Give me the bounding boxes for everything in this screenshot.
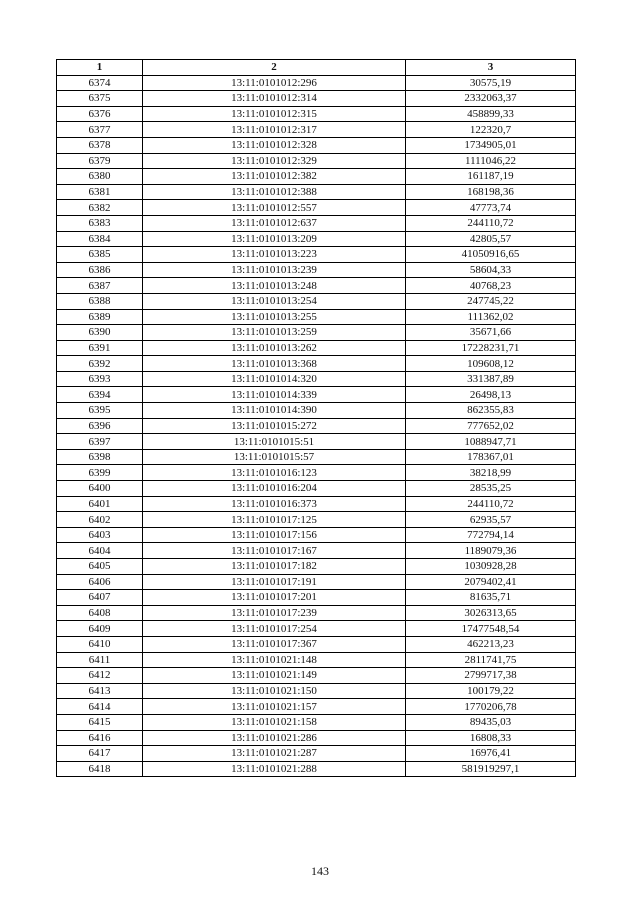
table-row xyxy=(57,340,576,356)
value-cell: 1734905,01 xyxy=(406,137,576,153)
row-number-cell: 6400 xyxy=(57,481,143,497)
cadastral-number-cell: 13:11:0101017:156 xyxy=(143,527,406,543)
value-cell: 111362,02 xyxy=(406,309,576,325)
table-row xyxy=(57,434,576,450)
table-row xyxy=(57,574,576,590)
table-row xyxy=(57,247,576,263)
value-cell: 2332063,37 xyxy=(406,91,576,107)
cadastral-number-cell: 13:11:0101017:201 xyxy=(143,590,406,606)
cadastral-number-cell: 13:11:0101012:315 xyxy=(143,106,406,122)
value-cell: 16808,33 xyxy=(406,730,576,746)
row-number-cell: 6375 xyxy=(57,91,143,107)
cadastral-number-cell: 13:11:0101013:255 xyxy=(143,309,406,325)
value-cell: 47773,74 xyxy=(406,200,576,216)
table-row xyxy=(57,449,576,465)
value-cell: 777652,02 xyxy=(406,418,576,434)
cadastral-number-cell: 13:11:0101012:314 xyxy=(143,91,406,107)
value-cell: 17477548,54 xyxy=(406,621,576,637)
table-row xyxy=(57,231,576,247)
cadastral-number-cell: 13:11:0101014:320 xyxy=(143,371,406,387)
cadastral-number-cell: 13:11:0101021:157 xyxy=(143,699,406,715)
table-row xyxy=(57,543,576,559)
table-row xyxy=(57,309,576,325)
row-number-cell: 6393 xyxy=(57,371,143,387)
row-number-cell: 6376 xyxy=(57,106,143,122)
row-number-cell: 6418 xyxy=(57,761,143,777)
row-number-cell: 6402 xyxy=(57,512,143,528)
table-row xyxy=(57,169,576,185)
value-cell: 38218,99 xyxy=(406,465,576,481)
table-row xyxy=(57,418,576,434)
table-row xyxy=(57,559,576,575)
value-cell: 122320,7 xyxy=(406,122,576,138)
cadastral-number-cell: 13:11:0101012:382 xyxy=(143,169,406,185)
row-number-cell: 6387 xyxy=(57,278,143,294)
cadastral-number-cell: 13:11:0101012:317 xyxy=(143,122,406,138)
table-row xyxy=(57,91,576,107)
table-row xyxy=(57,75,576,91)
column-header-2: 2 xyxy=(143,60,406,76)
value-cell: 100179,22 xyxy=(406,683,576,699)
value-cell: 458899,33 xyxy=(406,106,576,122)
value-cell: 40768,23 xyxy=(406,278,576,294)
table-row xyxy=(57,356,576,372)
cadastral-number-cell: 13:11:0101013:239 xyxy=(143,262,406,278)
cadastral-number-cell: 13:11:0101012:637 xyxy=(143,215,406,231)
table-row xyxy=(57,527,576,543)
value-cell: 2799717,38 xyxy=(406,668,576,684)
row-number-cell: 6396 xyxy=(57,418,143,434)
cadastral-value-table xyxy=(56,59,576,777)
value-cell: 42805,57 xyxy=(406,231,576,247)
table-row xyxy=(57,137,576,153)
table-row xyxy=(57,512,576,528)
row-number-cell: 6384 xyxy=(57,231,143,247)
value-cell: 1189079,36 xyxy=(406,543,576,559)
table-row xyxy=(57,215,576,231)
row-number-cell: 6386 xyxy=(57,262,143,278)
value-cell: 2079402,41 xyxy=(406,574,576,590)
table-row xyxy=(57,122,576,138)
value-cell: 244110,72 xyxy=(406,215,576,231)
cadastral-number-cell: 13:11:0101014:390 xyxy=(143,403,406,419)
value-cell: 3026313,65 xyxy=(406,605,576,621)
row-number-cell: 6379 xyxy=(57,153,143,169)
row-number-cell: 6391 xyxy=(57,340,143,356)
table-header xyxy=(57,60,576,76)
cadastral-number-cell: 13:11:0101017:125 xyxy=(143,512,406,528)
column-header-3: 3 xyxy=(406,60,576,76)
table-row xyxy=(57,387,576,403)
value-cell: 581919297,1 xyxy=(406,761,576,777)
row-number-cell: 6408 xyxy=(57,605,143,621)
cadastral-number-cell: 13:11:0101012:557 xyxy=(143,200,406,216)
row-number-cell: 6394 xyxy=(57,387,143,403)
row-number-cell: 6380 xyxy=(57,169,143,185)
cadastral-number-cell: 13:11:0101013:368 xyxy=(143,356,406,372)
cadastral-number-cell: 13:11:0101021:286 xyxy=(143,730,406,746)
value-cell: 862355,83 xyxy=(406,403,576,419)
table-row xyxy=(57,106,576,122)
cadastral-number-cell: 13:11:0101017:367 xyxy=(143,636,406,652)
cadastral-number-cell: 13:11:0101021:150 xyxy=(143,683,406,699)
table-row xyxy=(57,262,576,278)
table-row xyxy=(57,496,576,512)
table-row xyxy=(57,699,576,715)
value-cell: 178367,01 xyxy=(406,449,576,465)
table-row xyxy=(57,746,576,762)
row-number-cell: 6403 xyxy=(57,527,143,543)
table-row xyxy=(57,652,576,668)
cadastral-number-cell: 13:11:0101017:167 xyxy=(143,543,406,559)
cadastral-number-cell: 13:11:0101013:262 xyxy=(143,340,406,356)
value-cell: 1088947,71 xyxy=(406,434,576,450)
row-number-cell: 6413 xyxy=(57,683,143,699)
cadastral-number-cell: 13:11:0101017:239 xyxy=(143,605,406,621)
cadastral-number-cell: 13:11:0101021:288 xyxy=(143,761,406,777)
row-number-cell: 6415 xyxy=(57,714,143,730)
row-number-cell: 6409 xyxy=(57,621,143,637)
table-row xyxy=(57,278,576,294)
cadastral-number-cell: 13:11:0101021:287 xyxy=(143,746,406,762)
table-row xyxy=(57,668,576,684)
value-cell: 30575,19 xyxy=(406,75,576,91)
value-cell: 28535,25 xyxy=(406,481,576,497)
table-row xyxy=(57,465,576,481)
cadastral-number-cell: 13:11:0101013:223 xyxy=(143,247,406,263)
value-cell: 168198,36 xyxy=(406,184,576,200)
table-row xyxy=(57,761,576,777)
row-number-cell: 6381 xyxy=(57,184,143,200)
table-row xyxy=(57,714,576,730)
table-row xyxy=(57,200,576,216)
row-number-cell: 6397 xyxy=(57,434,143,450)
row-number-cell: 6398 xyxy=(57,449,143,465)
cadastral-number-cell: 13:11:0101015:51 xyxy=(143,434,406,450)
value-cell: 58604,33 xyxy=(406,262,576,278)
value-cell: 17228231,71 xyxy=(406,340,576,356)
cadastral-number-cell: 13:11:0101012:329 xyxy=(143,153,406,169)
value-cell: 26498,13 xyxy=(406,387,576,403)
table-row xyxy=(57,621,576,637)
cadastral-number-cell: 13:11:0101021:158 xyxy=(143,714,406,730)
table-row xyxy=(57,371,576,387)
table-row xyxy=(57,153,576,169)
row-number-cell: 6411 xyxy=(57,652,143,668)
row-number-cell: 6414 xyxy=(57,699,143,715)
value-cell: 331387,89 xyxy=(406,371,576,387)
row-number-cell: 6412 xyxy=(57,668,143,684)
row-number-cell: 6390 xyxy=(57,325,143,341)
row-number-cell: 6410 xyxy=(57,636,143,652)
value-cell: 772794,14 xyxy=(406,527,576,543)
table-row xyxy=(57,293,576,309)
table-row xyxy=(57,683,576,699)
cadastral-number-cell: 13:11:0101012:296 xyxy=(143,75,406,91)
table-row xyxy=(57,590,576,606)
table-row xyxy=(57,636,576,652)
value-cell: 41050916,65 xyxy=(406,247,576,263)
row-number-cell: 6416 xyxy=(57,730,143,746)
cadastral-number-cell: 13:11:0101017:254 xyxy=(143,621,406,637)
row-number-cell: 6406 xyxy=(57,574,143,590)
table-row xyxy=(57,184,576,200)
value-cell: 35671,66 xyxy=(406,325,576,341)
cadastral-number-cell: 13:11:0101016:204 xyxy=(143,481,406,497)
cadastral-number-cell: 13:11:0101013:254 xyxy=(143,293,406,309)
row-number-cell: 6401 xyxy=(57,496,143,512)
value-cell: 1111046,22 xyxy=(406,153,576,169)
cadastral-number-cell: 13:11:0101017:182 xyxy=(143,559,406,575)
cadastral-number-cell: 13:11:0101016:123 xyxy=(143,465,406,481)
value-cell: 244110,72 xyxy=(406,496,576,512)
row-number-cell: 6404 xyxy=(57,543,143,559)
row-number-cell: 6374 xyxy=(57,75,143,91)
table-row xyxy=(57,481,576,497)
row-number-cell: 6382 xyxy=(57,200,143,216)
table-row xyxy=(57,403,576,419)
column-header-1: 1 xyxy=(57,60,143,76)
value-cell: 462213,23 xyxy=(406,636,576,652)
value-cell: 109608,12 xyxy=(406,356,576,372)
row-number-cell: 6377 xyxy=(57,122,143,138)
value-cell: 161187,19 xyxy=(406,169,576,185)
row-number-cell: 6383 xyxy=(57,215,143,231)
cadastral-number-cell: 13:11:0101017:191 xyxy=(143,574,406,590)
cadastral-number-cell: 13:11:0101013:259 xyxy=(143,325,406,341)
row-number-cell: 6388 xyxy=(57,293,143,309)
table-body xyxy=(57,75,576,777)
row-number-cell: 6395 xyxy=(57,403,143,419)
table-row xyxy=(57,730,576,746)
value-cell: 2811741,75 xyxy=(406,652,576,668)
table-row xyxy=(57,325,576,341)
row-number-cell: 6378 xyxy=(57,137,143,153)
value-cell: 89435,03 xyxy=(406,714,576,730)
row-number-cell: 6407 xyxy=(57,590,143,606)
row-number-cell: 6392 xyxy=(57,356,143,372)
cadastral-number-cell: 13:11:0101021:148 xyxy=(143,652,406,668)
cadastral-number-cell: 13:11:0101015:57 xyxy=(143,449,406,465)
value-cell: 62935,57 xyxy=(406,512,576,528)
cadastral-number-cell: 13:11:0101013:209 xyxy=(143,231,406,247)
row-number-cell: 6417 xyxy=(57,746,143,762)
cadastral-number-cell: 13:11:0101013:248 xyxy=(143,278,406,294)
value-cell: 247745,22 xyxy=(406,293,576,309)
cadastral-number-cell: 13:11:0101016:373 xyxy=(143,496,406,512)
value-cell: 1030928,28 xyxy=(406,559,576,575)
value-cell: 81635,71 xyxy=(406,590,576,606)
page-number: 143 xyxy=(311,864,329,878)
value-cell: 1770206,78 xyxy=(406,699,576,715)
cadastral-number-cell: 13:11:0101021:149 xyxy=(143,668,406,684)
row-number-cell: 6405 xyxy=(57,559,143,575)
value-cell: 16976,41 xyxy=(406,746,576,762)
row-number-cell: 6385 xyxy=(57,247,143,263)
table-row xyxy=(57,605,576,621)
row-number-cell: 6399 xyxy=(57,465,143,481)
cadastral-number-cell: 13:11:0101014:339 xyxy=(143,387,406,403)
header-row xyxy=(57,60,576,76)
cadastral-number-cell: 13:11:0101012:388 xyxy=(143,184,406,200)
cadastral-number-cell: 13:11:0101015:272 xyxy=(143,418,406,434)
cadastral-number-cell: 13:11:0101012:328 xyxy=(143,137,406,153)
row-number-cell: 6389 xyxy=(57,309,143,325)
